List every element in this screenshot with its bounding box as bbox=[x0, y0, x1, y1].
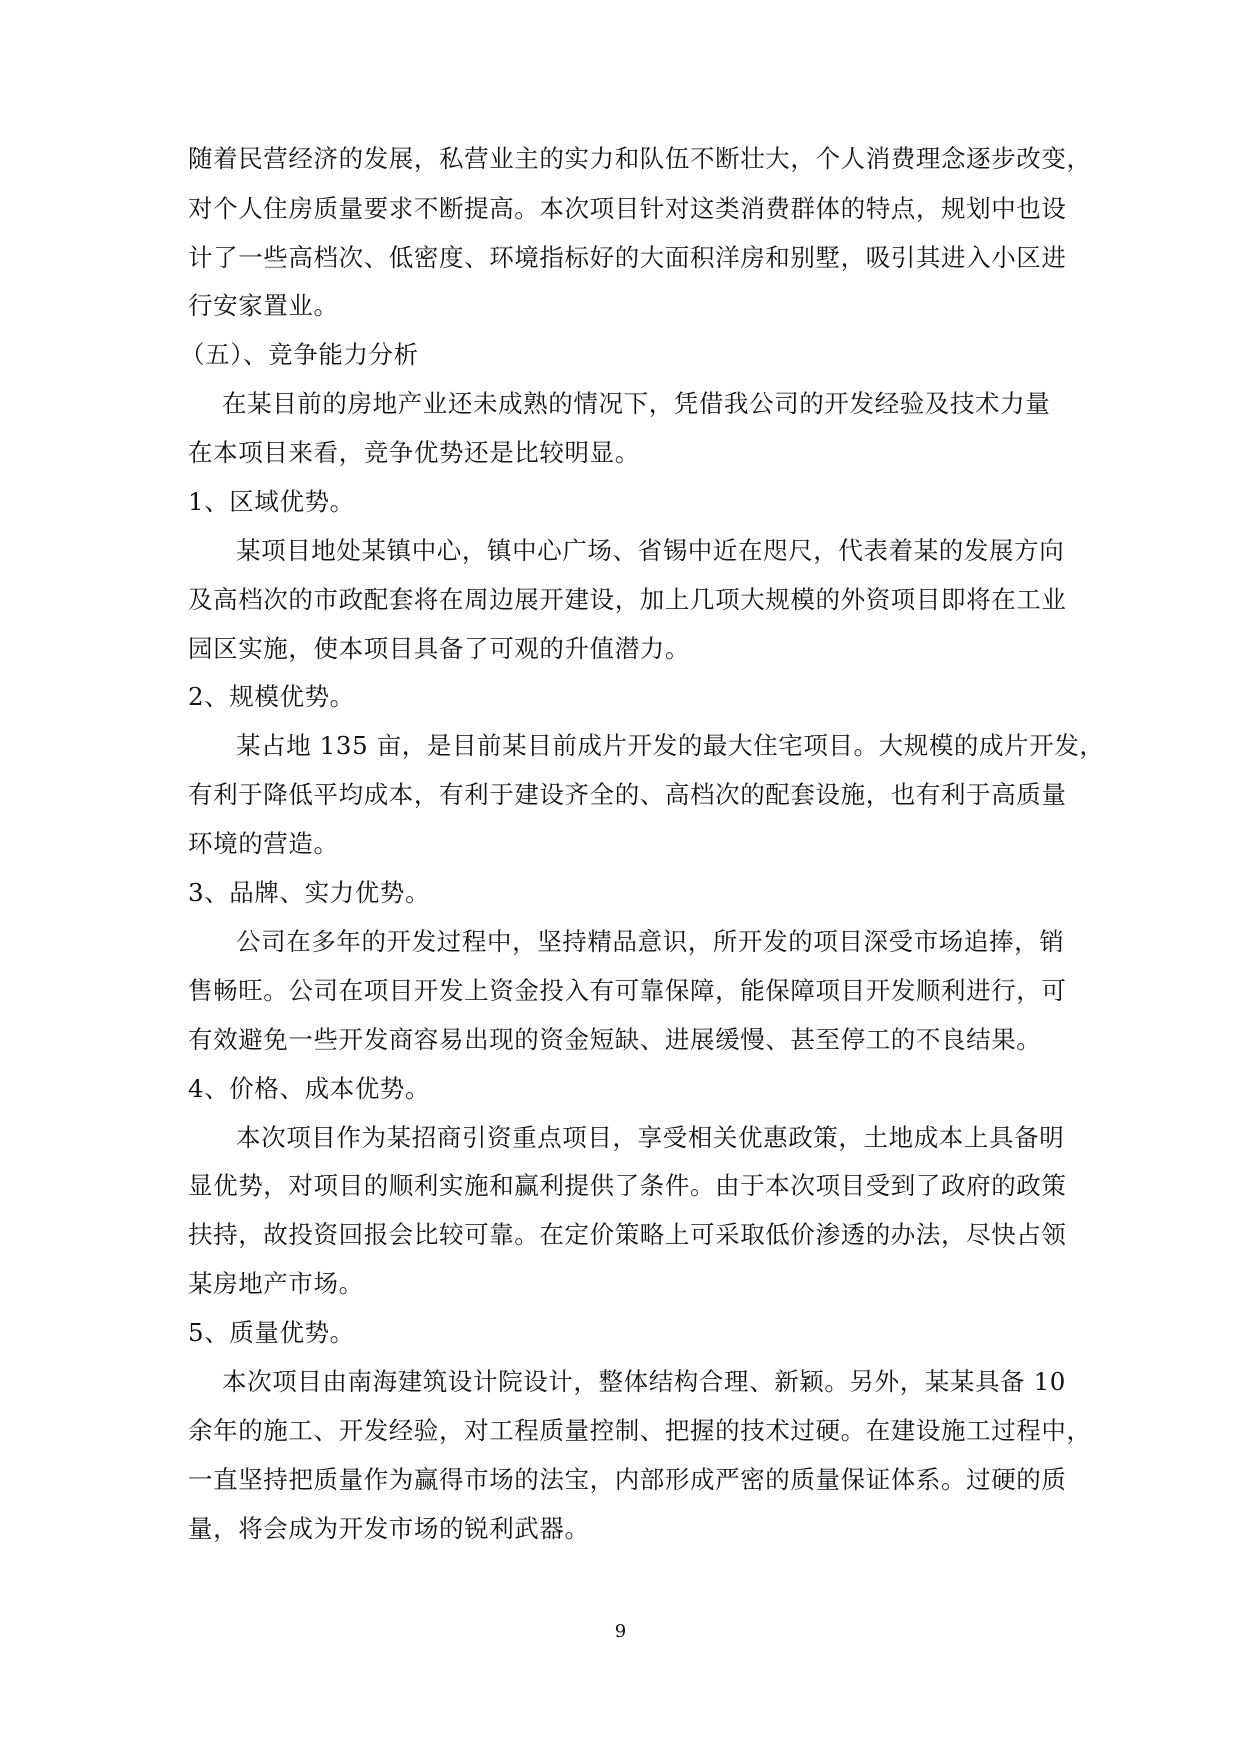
page-number: 9 bbox=[614, 1621, 627, 1642]
text-line: 及高档次的市政配套将在周边展开建设，加上几项大规模的外资项目即将在工业 bbox=[188, 585, 1067, 614]
subheading: 5、质量优势。 bbox=[188, 1318, 355, 1347]
text-line: 扶持，故投资回报会比较可靠。在定价策略上可采取低价渗透的办法，尽快占领 bbox=[188, 1220, 1067, 1249]
text-line: 随着民营经济的发展，私营业主的实力和队伍不断壮大，个人消费理念逐步改变， bbox=[188, 144, 1092, 173]
text-line: 园区实施，使本项目具备了可观的升值潜力。 bbox=[188, 634, 690, 663]
text-line: 对个人住房质量要求不断提高。本次项目针对这类消费群体的特点，规划中也设 bbox=[188, 194, 1067, 223]
text-line: 在本项目来看，竞争优势还是比较明显。 bbox=[188, 438, 640, 467]
text-line: 公司在多年的开发过程中，坚持精品意识，所开发的项目深受市场追捧，销 bbox=[236, 927, 1065, 956]
text-line: 量，将会成为开发市场的锐利武器。 bbox=[188, 1514, 590, 1543]
text-line: 行安家置业。 bbox=[188, 291, 339, 320]
text-line: 显优势，对项目的顺利实施和赢利提供了条件。由于本次项目受到了政府的政策 bbox=[188, 1171, 1067, 1200]
text-line: 余年的施工、开发经验，对工程质量控制、把握的技术过硬。在建设施工过程中， bbox=[188, 1416, 1092, 1445]
text-line: 在某目前的房地产业还未成熟的情况下，凭借我公司的开发经验及技术力量 bbox=[222, 389, 1051, 418]
section-heading: （五）、竞争能力分析 bbox=[180, 340, 419, 369]
text-line: 一直坚持把质量作为赢得市场的法宝，内部形成严密的质量保证体系。过硬的质 bbox=[188, 1465, 1067, 1494]
text-line: 本次项目由南海建筑设计院设计，整体结构合理、新颖。另外，某某具备 10 bbox=[222, 1367, 1066, 1396]
text-line: 计了一些高档次、低密度、环境指标好的大面积洋房和别墅，吸引其进入小区进 bbox=[188, 243, 1067, 272]
text-line: 有利于降低平均成本，有利于建设齐全的、高档次的配套设施，也有利于高质量 bbox=[188, 780, 1067, 809]
subheading: 1、区域优势。 bbox=[188, 487, 355, 516]
text-line: 有效避免一些开发商容易出现的资金短缺、进展缓慢、甚至停工的不良结果。 bbox=[188, 1025, 1042, 1054]
text-line: 环境的营造。 bbox=[188, 829, 339, 858]
text-line: 售畅旺。公司在项目开发上资金投入有可靠保障，能保障项目开发顺利进行，可 bbox=[188, 976, 1067, 1005]
text-line: 某房地产市场。 bbox=[188, 1269, 364, 1298]
subheading: 2、规模优势。 bbox=[188, 682, 355, 711]
text-line: 某项目地处某镇中心，镇中心广场、省锡中近在咫尺，代表着某的发展方向 bbox=[236, 536, 1065, 565]
subheading: 4、价格、成本优势。 bbox=[188, 1074, 431, 1103]
subheading: 3、品牌、实力优势。 bbox=[188, 878, 431, 907]
text-line: 本次项目作为某招商引资重点项目，享受相关优惠政策，土地成本上具备明 bbox=[236, 1123, 1065, 1152]
text-line: 某占地 135 亩，是目前某目前成片开发的最大住宅项目。大规模的成片开发， bbox=[236, 731, 1105, 760]
